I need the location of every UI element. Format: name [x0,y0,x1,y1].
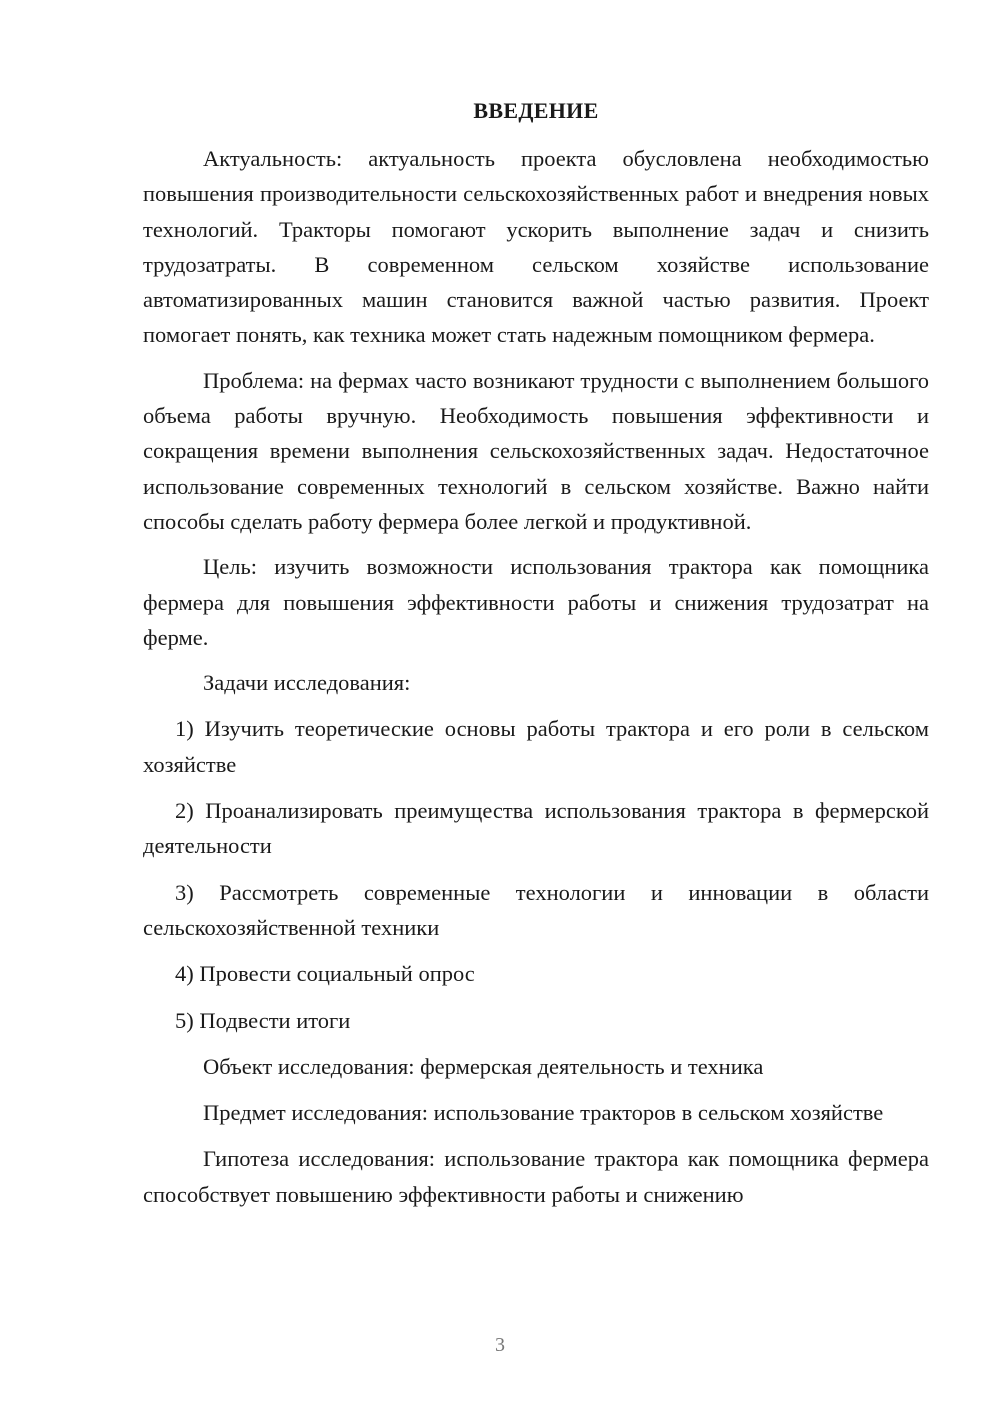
task-item-2: 2) Проанализировать преимущества использования трактора в фермерской деятельности [143,798,929,859]
document-body [143,141,929,1212]
paragraph-relevance: Актуальность: актуальность проекта обусловлена необходимостью повышения производительности сельскохозяйственных работ и внедрения новых технологий. Тракторы помогают ускорить выполнение задач и снизить трудозатраты. В современном сельском хозяйстве использование автоматизированных машин становится важной частью развития. Проект помогает понять, как техника может стать надежным помощником фермера. [143,146,929,348]
page-number: 3 [495,1334,505,1356]
task-item-1: 1) Изучить теоретические основы работы трактора и его роли в сельском хозяйстве [143,716,929,777]
task-item-4: 4) Провести социальный опрос [175,961,475,987]
page-title: ВВЕДЕНИЕ [473,98,599,123]
paragraph-object: Объект исследования: фермерская деятельность и техника [203,1053,764,1079]
paragraph-hypothesis: Гипотеза исследования: использование трактора как помощника фермера способствует повышению эффективности работы и снижению [143,1146,929,1207]
task-item-5: 5) Подвести итоги [175,1007,351,1033]
paragraph-subject: Предмет исследования: использование тракторов в сельском хозяйстве [203,1100,884,1126]
task-item-3: 3) Рассмотреть современные технологии и инновации в области сельскохозяйственной техники [143,879,929,940]
paragraph-goal: Цель: изучить возможности использования трактора как помощника фермера для повышения эффективности работы и снижения трудозатрат на ферме. [143,554,929,650]
paragraph-problem: Проблема: на фермах часто возникают трудности с выполнением большого объема работы вручную. Необходимость повышения эффективности и сокращения времени выполнения сельскохозяйственных задач. Недостаточное использование современных технологий в сельском хозяйстве. Важно найти способы сделать работу фермера более легкой и продуктивной. [143,367,929,534]
paragraph-tasks-heading: Задачи исследования: [203,670,411,696]
